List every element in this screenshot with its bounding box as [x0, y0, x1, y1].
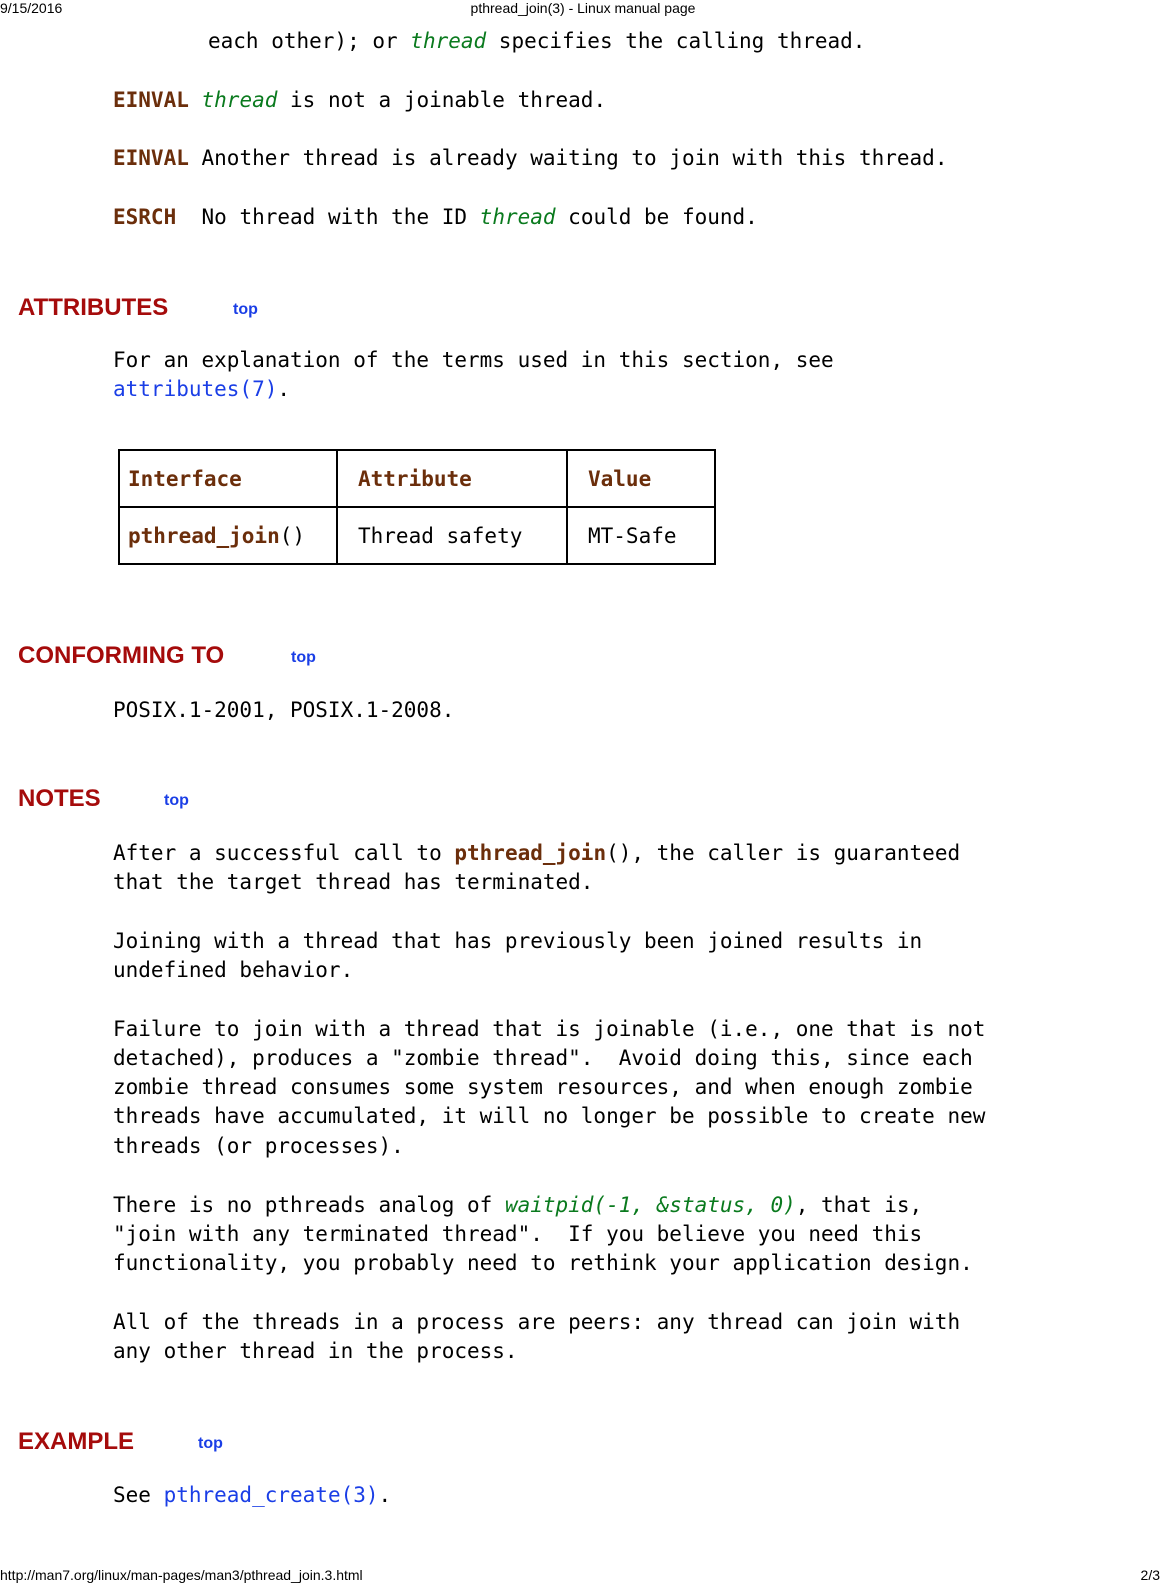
notes-p1-line2: that the target thread has terminated.	[113, 870, 594, 894]
notes-p3-line5: threads (or processes).	[113, 1134, 404, 1158]
notes-p1-line1	[113, 839, 960, 868]
text: .	[277, 377, 291, 401]
print-header	[0, 0, 1166, 18]
section-heading-conforming: CONFORMING TO	[18, 642, 225, 669]
error-text: is not a joinable thread.	[277, 88, 607, 112]
error-einval-2	[113, 144, 947, 173]
text: After a successful call to	[113, 841, 455, 865]
top-link-attributes[interactable]: top	[233, 301, 258, 318]
error-code: EINVAL	[113, 146, 189, 170]
table-header-attribute: Attribute	[337, 450, 567, 507]
var-thread: thread	[410, 29, 487, 53]
notes-p3-line4: threads have accumulated, it will no longer be possible to create new	[113, 1104, 986, 1128]
error-text: could be found.	[555, 205, 758, 229]
page-title: pthread_join(3) - Linux manual page	[470, 0, 696, 16]
error-code: EINVAL	[113, 88, 189, 112]
top-link-notes[interactable]: top	[164, 792, 189, 809]
table-cell-value: MT-Safe	[567, 507, 715, 564]
text: There is no pthreads analog of	[113, 1193, 505, 1217]
text: See	[113, 1483, 164, 1507]
table-row	[119, 507, 715, 564]
notes-p3-line3: zombie thread consumes some system resources, and when enough zombie	[113, 1075, 973, 1099]
error-esrch	[113, 203, 758, 232]
notes-p3-line1: Failure to join with a thread that is joinable (i.e., one that is not	[113, 1017, 986, 1041]
table-cell-attribute: Thread safety	[337, 507, 567, 564]
attributes-table	[118, 449, 716, 565]
notes-p2-line1: Joining with a thread that has previously been joined results in	[113, 929, 923, 953]
attributes-intro-line1: For an explanation of the terms used in this section, see	[113, 348, 834, 372]
top-link-conforming[interactable]: top	[291, 649, 316, 666]
table-header-value: Value	[567, 450, 715, 507]
text: specifies the calling thread.	[486, 29, 866, 53]
notes-p5-line2: any other thread in the process.	[113, 1339, 518, 1363]
error-code: ESRCH	[113, 205, 177, 229]
function-name: pthread_join	[128, 523, 280, 548]
notes-p5-line1: All of the threads in a process are peers: any thread can join with	[113, 1310, 961, 1334]
error-text: No thread with the ID	[201, 205, 480, 229]
text: , that is,	[795, 1193, 923, 1217]
notes-p4-line1	[113, 1191, 922, 1220]
table-header-interface: Interface	[119, 450, 337, 507]
attributes-intro-line2	[113, 375, 290, 404]
error-einval-1	[113, 86, 606, 115]
text: each other); or	[208, 29, 411, 53]
pthread-create-link[interactable]: pthread_create(3)	[163, 1483, 379, 1507]
section-heading-notes: NOTES	[18, 785, 101, 812]
var-thread: thread	[479, 205, 556, 229]
error-text: Another thread is already waiting to join with this thread.	[201, 146, 948, 170]
page-url: http://man7.org/linux/man-pages/man3/pthread_join.3.html	[0, 1567, 363, 1583]
example-text	[113, 1481, 391, 1510]
notes-p2-line2: undefined behavior.	[113, 958, 354, 982]
top-link-example[interactable]: top	[198, 1435, 223, 1452]
notes-p3-line2: detached), produces a "zombie thread". Avoid doing this, since each	[113, 1046, 973, 1070]
attributes-link[interactable]: attributes(7)	[113, 377, 278, 401]
text: .	[378, 1483, 392, 1507]
text: ()	[279, 523, 306, 548]
text: (), the caller is guaranteed	[606, 841, 961, 865]
print-footer	[0, 1565, 1166, 1585]
section-heading-attributes: ATTRIBUTES	[18, 294, 169, 321]
print-date: 9/15/2016	[0, 0, 63, 16]
notes-p4-line3: functionality, you probably need to rethink your application design.	[113, 1251, 973, 1275]
code-waitpid: waitpid(-1, &status, 0)	[504, 1193, 796, 1217]
notes-p4-line2: "join with any terminated thread". If you believe you need this	[113, 1222, 923, 1246]
function-name: pthread_join	[454, 841, 607, 865]
table-header-row	[119, 450, 715, 507]
conforming-text: POSIX.1-2001, POSIX.1-2008.	[113, 698, 455, 722]
table-cell-interface	[119, 507, 337, 564]
errors-continuation	[208, 27, 865, 56]
page-number: 2/3	[1140, 1567, 1160, 1583]
section-heading-example: EXAMPLE	[18, 1428, 135, 1455]
var-thread: thread	[201, 88, 278, 112]
